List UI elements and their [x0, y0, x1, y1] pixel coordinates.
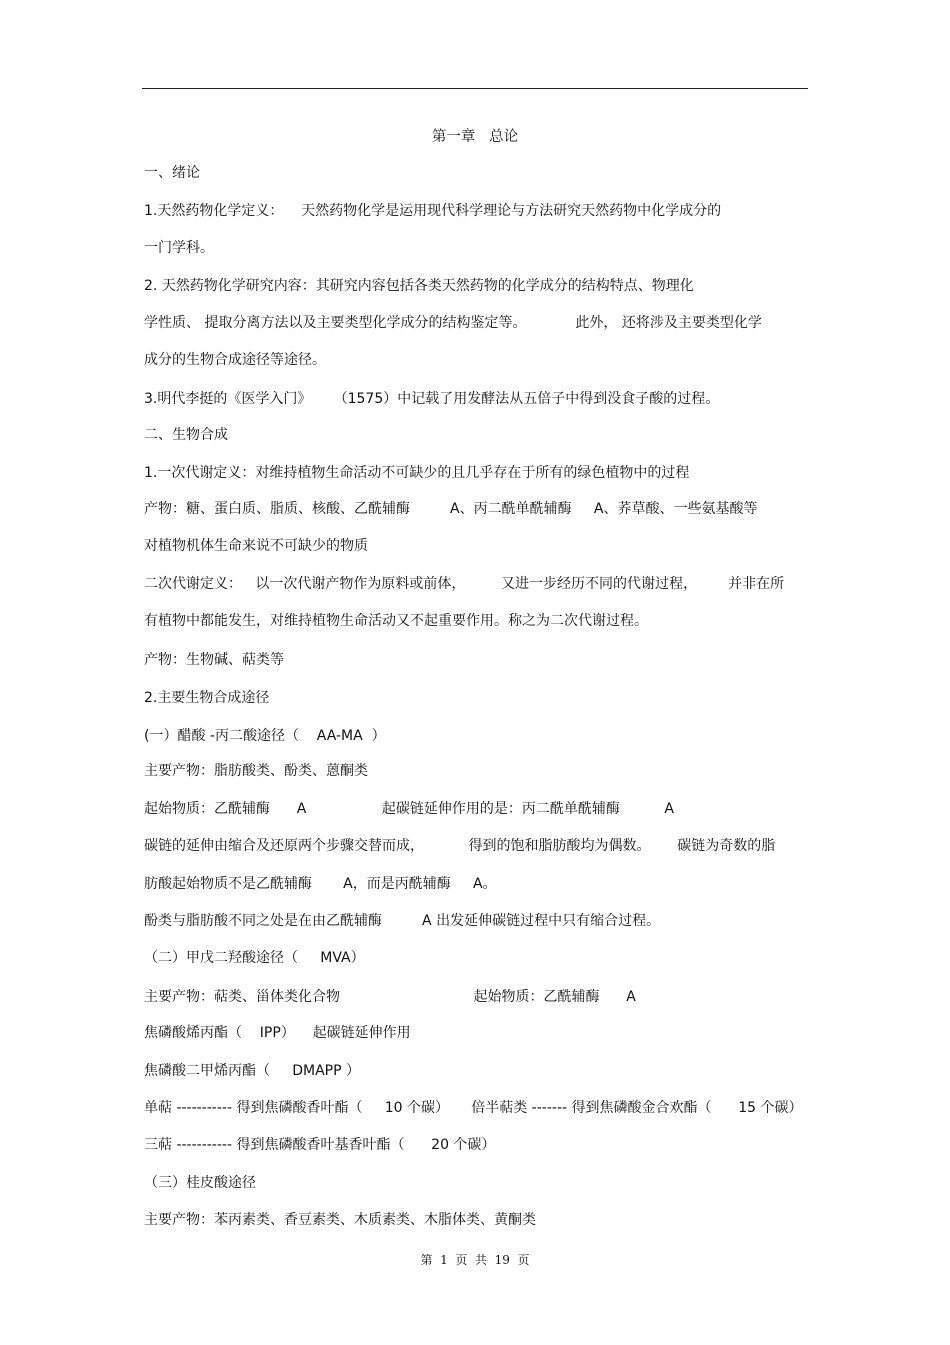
text-line: 三萜 ----------- 得到焦磷酸香叶基香叶酯（ 20 个碳）	[144, 1137, 496, 1153]
text-line: 主要产物：脂肪酸类、酚类、蒽酮类	[144, 763, 368, 779]
text-line: 学性质、 提取分离方法以及主要类型化学成分的结构鉴定等。 此外， 还将涉及主要类型化学	[144, 315, 762, 331]
text-line: (一）醋酸 -丙二酸途径（ AA-MA ）	[144, 728, 386, 744]
text-line: 1.一次代谢定义：对维持植物生命活动不可缺少的且几乎存在于所有的绿色植物中的过程	[144, 465, 690, 481]
text-line: 2. 天然药物化学研究内容：其研究内容包括各类天然药物的化学成分的结构特点、物理化	[144, 278, 694, 294]
text-line: 主要产物：萜类、甾体类化合物 起始物质：乙酰辅酶 A	[144, 989, 636, 1005]
text-line: 单萜 ----------- 得到焦磷酸香叶酯（ 10 个碳） 倍半萜类 ------- 得到焦磷酸金合欢酯（ 15 个碳）	[144, 1100, 803, 1116]
text-line: 二、生物合成	[144, 427, 228, 443]
text-line: 产物：生物碱、萜类等	[144, 652, 284, 668]
text-line: 肪酸起始物质不是乙酰辅酶 A，而是丙酰辅酶 A。	[144, 876, 497, 892]
text-line: 产物：糖、蛋白质、脂质、核酸、乙酰辅酶 A、丙二酰单酰辅酶 A、荞草酸、一些氨基酸等	[144, 501, 758, 517]
text-line: 成分的生物合成途径等途径。	[144, 352, 326, 368]
text-line: （三）桂皮酸途径	[144, 1175, 256, 1191]
text-line: 焦磷酸二甲烯丙酯（ DMAPP ）	[144, 1063, 361, 1079]
chapter-title: 第一章 总论	[431, 129, 519, 145]
text-line: 一门学科。	[144, 240, 214, 256]
text-line: 对植物机体生命来说不可缺少的物质	[144, 538, 368, 554]
text-line: 主要产物：苯丙素类、香豆素类、木质素类、木脂体类、黄酮类	[144, 1212, 536, 1228]
page-footer: 第 1 页 共 19 页	[420, 1253, 530, 1267]
text-line: 二次代谢定义： 以一次代谢产物作为原料或前体， 又进一步经历不同的代谢过程， 并非在所	[144, 576, 785, 592]
text-line: 起始物质：乙酰辅酶 A 起碳链延伸作用的是：丙二酰单酰辅酶 A	[144, 801, 675, 817]
text-line: 2.主要生物合成途径	[144, 690, 270, 706]
text-line: （二）甲戊二羟酸途径（ MVA）	[144, 950, 365, 966]
text-line: 碳链的延伸由缩合及还原两个步骤交替而成， 得到的饱和脂肪酸均为偶数。 碳链为奇数的脂	[144, 838, 776, 854]
text-line: 焦磷酸烯丙酯（ IPP） 起碳链延伸作用	[144, 1025, 411, 1041]
text-line: 有植物中都能发生，对维持植物生命活动又不起重要作用。称之为二次代谢过程。	[144, 613, 648, 629]
text-line: 1.天然药物化学定义： 天然药物化学是运用现代科学理论与方法研究天然药物中化学成分的	[144, 203, 722, 219]
text-line: 酚类与脂肪酸不同之处是在由乙酰辅酶 A 出发延伸碳链过程中只有缩合过程。	[144, 913, 661, 929]
text-line: 3.明代李挺的《医学入门》 （1575）中记载了用发酵法从五倍子中得到没食子酸的过程。	[144, 391, 720, 407]
text-line: 一、绪论	[144, 165, 200, 181]
header-rule	[142, 88, 808, 89]
